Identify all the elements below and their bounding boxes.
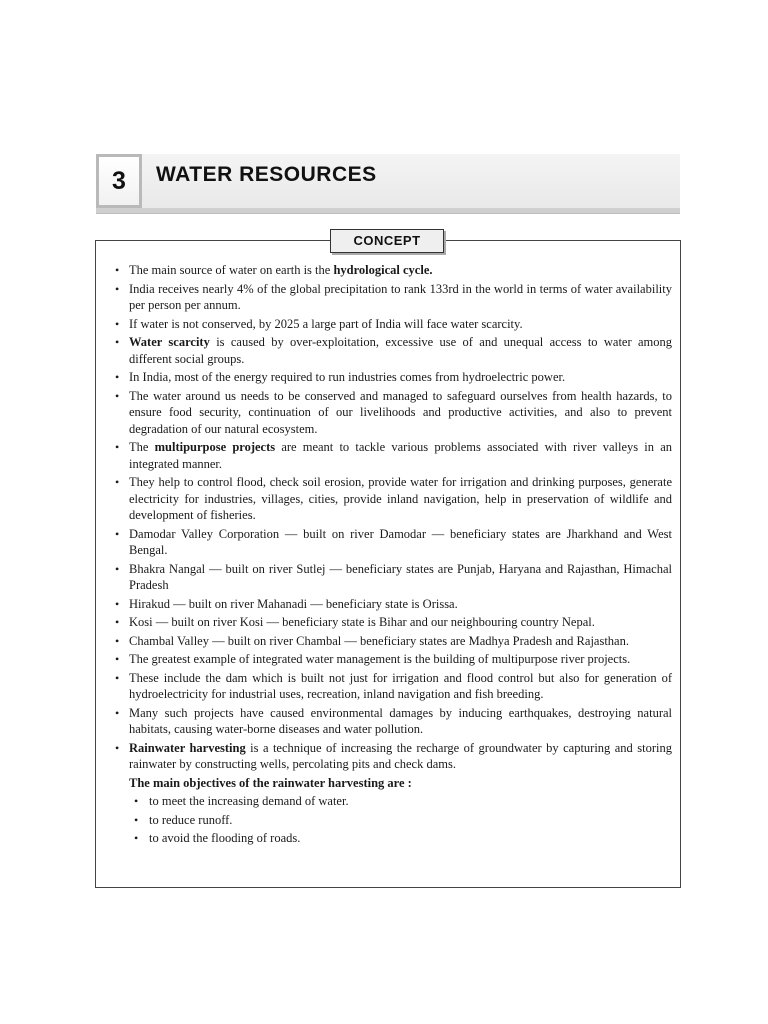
bullet-icon: • xyxy=(115,475,120,489)
bullet-icon: • xyxy=(115,561,120,576)
concept-point xyxy=(112,670,672,703)
concept-point xyxy=(112,388,672,438)
concept-points-list xyxy=(112,262,672,773)
concept-point xyxy=(112,651,672,668)
concept-point xyxy=(112,740,672,773)
point-text: The greatest example of integrated water management is the building of multipurpose river projects. xyxy=(129,652,631,666)
concept-content xyxy=(112,262,672,849)
concept-point xyxy=(112,281,672,314)
point-text: The main source of water on earth is the xyxy=(129,263,334,277)
concept-point xyxy=(112,561,672,594)
bullet-icon: • xyxy=(115,335,120,349)
bullet-icon: • xyxy=(115,440,120,454)
objective-text: to reduce runoff. xyxy=(149,812,233,827)
concept-point xyxy=(112,316,672,333)
objective-item xyxy=(112,793,672,810)
concept-point xyxy=(112,439,672,472)
bullet-icon: • xyxy=(115,281,120,296)
bullet-icon: • xyxy=(115,633,120,648)
bullet-icon: • xyxy=(115,526,120,541)
bullet-icon: • xyxy=(115,705,120,720)
point-text: In India, most of the energy required to run industries comes from hydroelectric power. xyxy=(129,370,566,384)
concept-point xyxy=(112,526,672,559)
point-text: The xyxy=(129,440,155,454)
objective-item xyxy=(112,830,672,847)
chapter-title: WATER RESOURCES xyxy=(156,163,377,186)
point-text: Damodar Valley Corporation — built on river Damodar — beneficiary states are Jharkhand and West Bengal. xyxy=(129,526,672,557)
concept-point xyxy=(112,474,672,524)
bullet-icon: • xyxy=(115,652,120,666)
concept-box-bottom-rule xyxy=(95,887,681,888)
bullet-icon: • xyxy=(134,831,139,845)
bullet-icon: • xyxy=(115,263,120,277)
bullet-icon: • xyxy=(115,388,120,403)
bullet-icon: • xyxy=(134,794,139,808)
point-text: Many such projects have caused environmental damages by inducing earthquakes, destroying natural habitats, causing water-borne diseases and water pollution. xyxy=(129,705,672,736)
point-text: Chambal Valley — built on river Chambal — beneficiary states are Madhya Pradesh and Rajasthan. xyxy=(129,633,629,648)
concept-point xyxy=(112,705,672,738)
objective-item xyxy=(112,812,672,829)
point-text: They help to control flood, check soil erosion, provide water for irrigation and drinking purposes, generate electricity for industries, villages, cities, provide inland navigation, help in preservation of wildlife and development of fisheries. xyxy=(129,475,672,522)
concept-point xyxy=(112,262,672,279)
point-emphasis: Water scarcity xyxy=(129,335,210,349)
point-text: India receives nearly 4% of the global precipitation to rank 133rd in the world in terms of water availability per person per annum. xyxy=(129,281,672,312)
objectives-list xyxy=(112,793,672,847)
bullet-icon: • xyxy=(134,812,139,827)
point-emphasis: multipurpose projects xyxy=(154,440,276,454)
concept-point xyxy=(112,596,672,613)
point-text: Kosi — built on river Kosi — beneficiary state is Bihar and our neighbouring country Nepal. xyxy=(129,615,595,629)
point-text: are meant to tackle various problems associated with river valleys in an integrated manner. xyxy=(129,440,672,471)
chapter-number: 3 xyxy=(96,154,142,208)
concept-label: CONCEPT xyxy=(330,229,444,253)
objectives-heading: The main objectives of the rainwater harvesting are : xyxy=(129,775,412,790)
point-text: The water around us needs to be conserved and managed to safeguard ourselves from health hazards, to ensure food security, continuation of our livelihoods and productive activities, and also to prevent degradation of our natural ecosystem. xyxy=(129,388,672,436)
concept-point xyxy=(112,614,672,631)
concept-point xyxy=(112,369,672,386)
point-text: Bhakra Nangal — built on river Sutlej — beneficiary states are Punjab, Haryana and Rajasthan, Himachal Pradesh xyxy=(129,561,672,592)
point-text: These include the dam which is built not just for irrigation and flood control but also for generation of hydroelectricity for industrial uses, recreation, inland navigation and fish breeding. xyxy=(129,670,672,701)
point-text: is a technique of increasing the recharge of groundwater by capturing and storing rainwater by constructing wells, percolating pits and check dams. xyxy=(129,740,672,771)
bullet-icon: • xyxy=(115,670,120,685)
point-emphasis: Rainwater harvesting xyxy=(129,740,246,755)
point-text: Hirakud — built on river Mahanadi — beneficiary state is Orissa. xyxy=(129,596,458,611)
point-emphasis: hydrological cycle. xyxy=(333,263,433,277)
objective-text: to avoid the flooding of roads. xyxy=(149,831,301,845)
bullet-icon: • xyxy=(115,370,120,384)
bullet-icon: • xyxy=(115,316,120,331)
bullet-icon: • xyxy=(115,615,120,629)
concept-point xyxy=(112,633,672,650)
objective-text: to meet the increasing demand of water. xyxy=(149,794,349,808)
point-text: If water is not conserved, by 2025 a large part of India will face water scarcity. xyxy=(129,316,523,331)
point-text: is caused by over-exploitation, excessive use of and unequal access to water among different social groups. xyxy=(129,335,672,366)
bullet-icon: • xyxy=(115,740,120,755)
concept-point xyxy=(112,334,672,367)
bullet-icon: • xyxy=(115,596,120,611)
